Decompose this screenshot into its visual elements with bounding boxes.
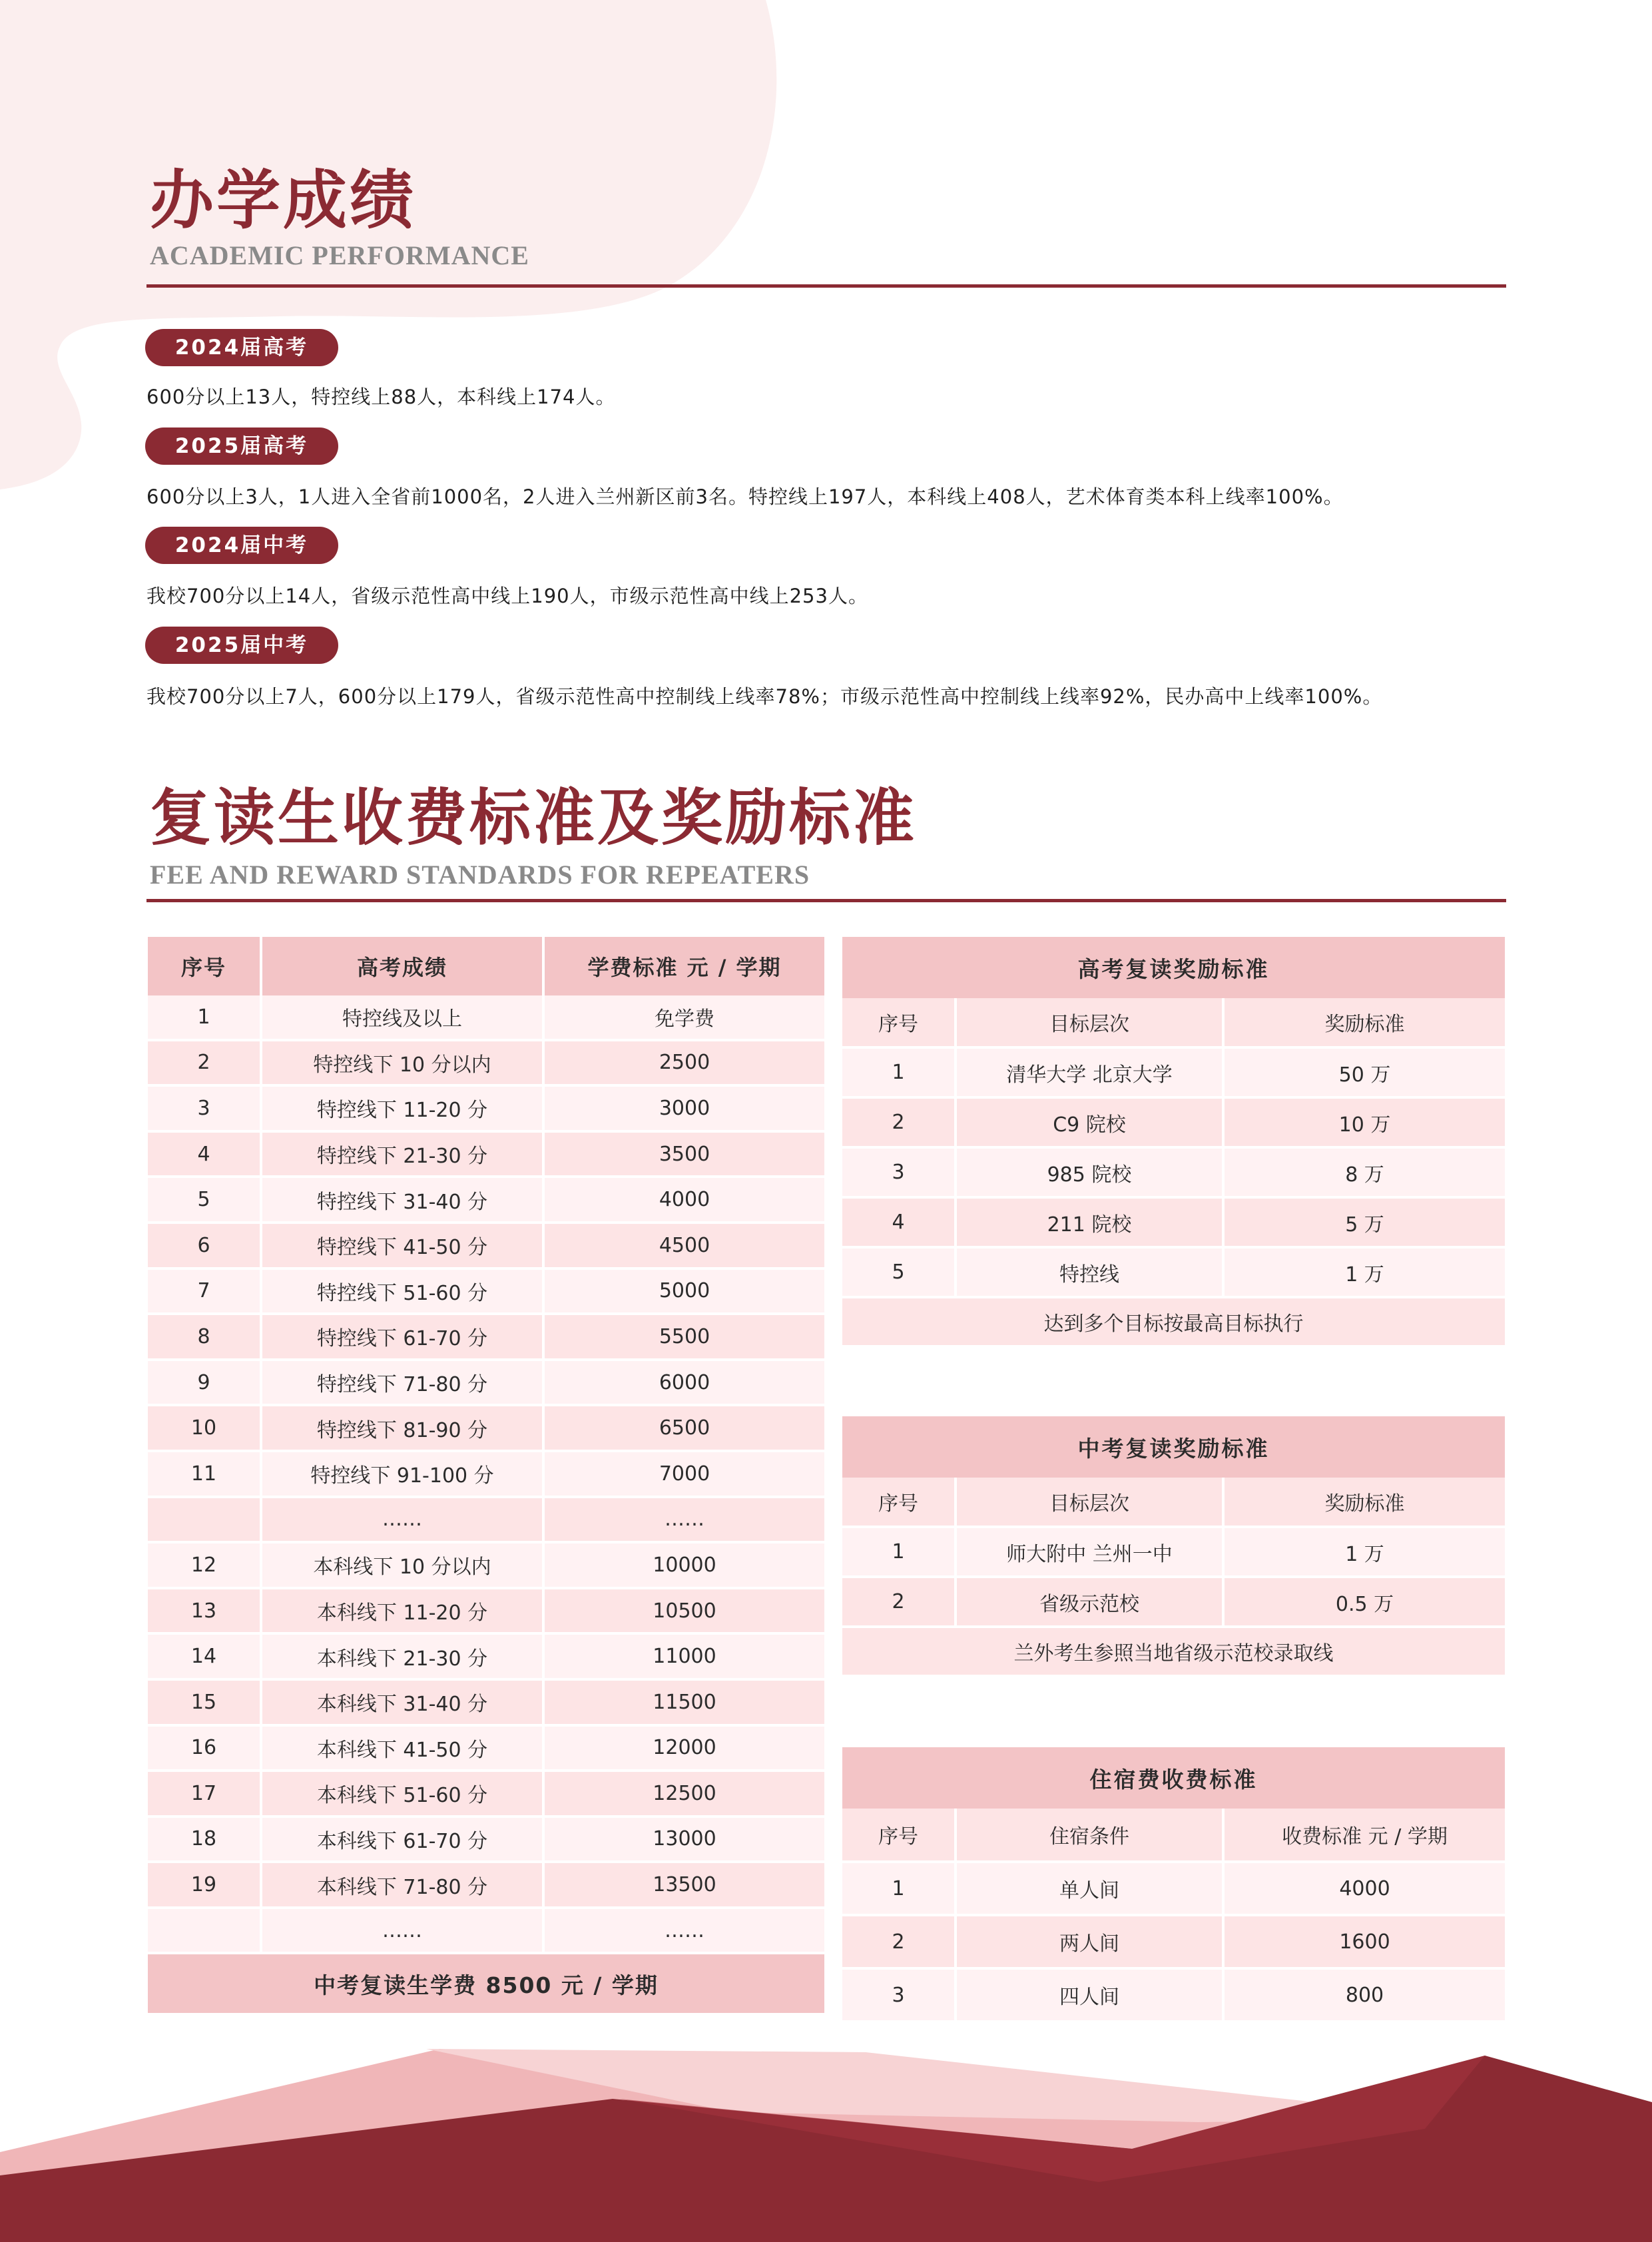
table-cell: 8 万 xyxy=(1225,1149,1505,1199)
result-2024-zhongkao: 我校700分以上14人，省级示范性高中线上190人，市级示范性高中线上253人。 xyxy=(146,585,868,607)
table-cell: 10000 xyxy=(545,1543,824,1589)
table-cell: 4 xyxy=(148,1133,262,1179)
tuition-footer: 中考复读生学费 8500 元 / 学期 xyxy=(148,1954,824,2013)
table-cell: 0.5 万 xyxy=(1225,1578,1505,1628)
table-row xyxy=(148,1863,824,1909)
table-cell: 800 xyxy=(1225,1970,1505,2023)
table-cell: 特控线下 11-20 分 xyxy=(262,1087,545,1133)
table-row xyxy=(148,1772,824,1818)
table-cell: 3 xyxy=(148,1087,262,1133)
subheader-cell: 收费标准 元 / 学期 xyxy=(1225,1809,1505,1863)
table-row xyxy=(148,1589,824,1635)
table-cell: 特控线下 51-60 分 xyxy=(262,1270,545,1316)
table-cell: 2 xyxy=(842,1578,957,1628)
table-cell: 19 xyxy=(148,1863,262,1909)
table-cell: 7000 xyxy=(545,1452,824,1498)
table-cell: 特控线下 31-40 分 xyxy=(262,1178,545,1224)
table-cell: 本科线下 41-50 分 xyxy=(262,1727,545,1773)
fees-title: 复读生收费标准及奖励标准 xyxy=(150,782,918,854)
table-cell: 4000 xyxy=(545,1178,824,1224)
subheader-cell: 序号 xyxy=(842,1478,957,1528)
table-cell: 7 xyxy=(148,1270,262,1316)
table-row xyxy=(148,1406,824,1452)
table-cell: 特控线下 81-90 分 xyxy=(262,1406,545,1452)
table-cell: 1 xyxy=(842,1049,957,1099)
tag-2024-zhongkao: 2024届中考 xyxy=(145,527,338,564)
table-cell: 3500 xyxy=(545,1133,824,1179)
table-cell: 10500 xyxy=(545,1589,824,1635)
table-row xyxy=(148,1543,824,1589)
table-row xyxy=(842,1099,1505,1149)
table-cell: 特控线下 21-30 分 xyxy=(262,1133,545,1179)
table-row xyxy=(842,1863,1505,1916)
table-cell: 1 xyxy=(842,1863,957,1916)
table-cell: 12 xyxy=(148,1543,262,1589)
table-cell: 2 xyxy=(842,1099,957,1149)
table-cell: 清华大学 北京大学 xyxy=(957,1049,1225,1099)
table-cell: 1 万 xyxy=(1225,1528,1505,1578)
table-cell: 14 xyxy=(148,1635,262,1681)
table-cell: 特控线及以上 xyxy=(262,995,545,1041)
table-cell: 8 xyxy=(148,1315,262,1361)
table-row xyxy=(148,1270,824,1316)
tuition-table xyxy=(148,937,824,2013)
table-cell: 本科线下 10 分以内 xyxy=(262,1543,545,1589)
table-cell: 1 xyxy=(842,1528,957,1578)
table-cell: 本科线下 61-70 分 xyxy=(262,1818,545,1864)
table-cell: 两人间 xyxy=(957,1916,1225,1970)
table-cell: 6500 xyxy=(545,1406,824,1452)
result-2025-zhongkao: 我校700分以上7人，600分以上179人，省级示范性高中控制线上线率78%；市级示范性高中控制线上线率92%，民办高中上线率100%。 xyxy=(146,685,1383,708)
table-cell: C9 院校 xyxy=(957,1099,1225,1149)
table-row xyxy=(842,1528,1505,1578)
table-cell: 17 xyxy=(148,1772,262,1818)
tuition-header-index: 序号 xyxy=(148,937,262,995)
tag-2025-zhongkao: 2025届中考 xyxy=(145,627,338,664)
table-cell xyxy=(148,1909,262,1955)
table-cell: 特控线下 71-80 分 xyxy=(262,1361,545,1407)
table-cell: 10 xyxy=(148,1406,262,1452)
table-cell: 13 xyxy=(148,1589,262,1635)
table-cell: 12000 xyxy=(545,1727,824,1773)
subheader-cell: 序号 xyxy=(842,1809,957,1863)
fees-subtitle: FEE AND REWARD STANDARDS FOR REPEATERS xyxy=(150,860,810,890)
table-cell: 11000 xyxy=(545,1635,824,1681)
table-cell: 2 xyxy=(148,1041,262,1087)
table-cell: 3000 xyxy=(545,1087,824,1133)
subheader-row xyxy=(842,998,1505,1049)
tag-2024-gaokao: 2024届高考 xyxy=(145,329,338,366)
table-row xyxy=(148,1727,824,1773)
table-cell: 省级示范校 xyxy=(957,1578,1225,1628)
table-cell: 本科线下 51-60 分 xyxy=(262,1772,545,1818)
table-row xyxy=(148,1909,824,1955)
tag-2025-gaokao: 2025届高考 xyxy=(145,427,338,465)
table-cell: 5 xyxy=(148,1178,262,1224)
table-cell: 13000 xyxy=(545,1818,824,1864)
subheader-cell: 目标层次 xyxy=(957,1478,1225,1528)
table-row xyxy=(148,1178,824,1224)
gaokao-reward-table xyxy=(842,937,1505,1345)
table-row xyxy=(842,1249,1505,1298)
table-cell: 本科线下 21-30 分 xyxy=(262,1635,545,1681)
table-cell: 211 院校 xyxy=(957,1199,1225,1249)
table-row xyxy=(148,995,824,1041)
table-cell: 15 xyxy=(148,1681,262,1727)
table-cell: 本科线下 71-80 分 xyxy=(262,1863,545,1909)
result-2025-gaokao: 600分以上3人，1人进入全省前1000名，2人进入兰州新区前3名。特控线上197人，本科线上408人，艺术体育类本科上线率100%。 xyxy=(146,485,1344,508)
table-cell: 四人间 xyxy=(957,1970,1225,2023)
table-row xyxy=(842,1970,1505,2023)
table-cell: 特控线下 10 分以内 xyxy=(262,1041,545,1087)
table-cell: 10 万 xyxy=(1225,1099,1505,1149)
tuition-header-row xyxy=(148,937,824,995)
table-cell: 本科线下 31-40 分 xyxy=(262,1681,545,1727)
subheader-row xyxy=(842,1478,1505,1528)
table-cell: 6000 xyxy=(545,1361,824,1407)
subheader-cell: 住宿条件 xyxy=(957,1809,1225,1863)
table-cell: …… xyxy=(545,1498,824,1544)
table-cell: 1600 xyxy=(1225,1916,1505,1970)
dorm-fee-table xyxy=(842,1747,1505,2023)
table-cell: 16 xyxy=(148,1727,262,1773)
table-cell: 本科线下 11-20 分 xyxy=(262,1589,545,1635)
subheader-cell: 目标层次 xyxy=(957,998,1225,1049)
table-cell: 2 xyxy=(842,1916,957,1970)
academic-divider xyxy=(146,284,1506,288)
zhongkao-reward-title: 中考复读奖励标准 xyxy=(842,1416,1505,1478)
tuition-header-score: 高考成绩 xyxy=(262,937,545,995)
subheader-cell: 奖励标准 xyxy=(1225,998,1505,1049)
fees-divider xyxy=(146,899,1506,902)
table-cell: 2500 xyxy=(545,1041,824,1087)
table-cell: …… xyxy=(262,1909,545,1955)
table-cell: 50 万 xyxy=(1225,1049,1505,1099)
subheader-row xyxy=(842,1809,1505,1863)
table-row xyxy=(842,1916,1505,1970)
table-cell: 4000 xyxy=(1225,1863,1505,1916)
academic-subtitle: ACADEMIC PERFORMANCE xyxy=(150,240,529,270)
table-cell: 11 xyxy=(148,1452,262,1498)
table-cell: 11500 xyxy=(545,1681,824,1727)
table-row xyxy=(148,1041,824,1087)
table-cell: 5 万 xyxy=(1225,1199,1505,1249)
table-cell: 5500 xyxy=(545,1315,824,1361)
dorm-fee-title: 住宿费收费标准 xyxy=(842,1747,1505,1809)
table-cell: 单人间 xyxy=(957,1863,1225,1916)
table-cell: 18 xyxy=(148,1818,262,1864)
table-row xyxy=(148,1087,824,1133)
table-cell: 特控线 xyxy=(957,1249,1225,1298)
table-cell: 免学费 xyxy=(545,995,824,1041)
table-row xyxy=(148,1452,824,1498)
table-row xyxy=(148,1315,824,1361)
subheader-cell: 序号 xyxy=(842,998,957,1049)
table-cell: 5 xyxy=(842,1249,957,1298)
table-cell: 特控线下 61-70 分 xyxy=(262,1315,545,1361)
subheader-cell: 奖励标准 xyxy=(1225,1478,1505,1528)
table-cell: 4 xyxy=(842,1199,957,1249)
table-cell: 特控线下 91-100 分 xyxy=(262,1452,545,1498)
table-row xyxy=(148,1361,824,1407)
table-cell: 特控线下 41-50 分 xyxy=(262,1224,545,1270)
table-cell: 985 院校 xyxy=(957,1149,1225,1199)
table-row xyxy=(842,1578,1505,1628)
table-cell: …… xyxy=(262,1498,545,1544)
table-row xyxy=(842,1199,1505,1249)
result-2024-gaokao: 600分以上13人，特控线上88人，本科线上174人。 xyxy=(146,386,616,408)
table-cell: 4500 xyxy=(545,1224,824,1270)
zhongkao-reward-note: 兰外考生参照当地省级示范校录取线 xyxy=(842,1628,1505,1675)
table-cell: 13500 xyxy=(545,1863,824,1909)
table-row xyxy=(148,1635,824,1681)
table-row xyxy=(148,1498,824,1544)
table-row xyxy=(148,1224,824,1270)
zhongkao-reward-table xyxy=(842,1416,1505,1675)
table-cell: 师大附中 兰州一中 xyxy=(957,1528,1225,1578)
table-cell: 3 xyxy=(842,1970,957,2023)
table-row xyxy=(148,1133,824,1179)
table-cell xyxy=(148,1498,262,1544)
tuition-header-fee: 学费标准 元 / 学期 xyxy=(545,937,824,995)
table-cell: 1 xyxy=(148,995,262,1041)
table-cell: 9 xyxy=(148,1361,262,1407)
gaokao-reward-note: 达到多个目标按最高目标执行 xyxy=(842,1298,1505,1345)
gaokao-reward-title: 高考复读奖励标准 xyxy=(842,937,1505,998)
table-cell: 5000 xyxy=(545,1270,824,1316)
table-cell: 3 xyxy=(842,1149,957,1199)
table-cell: 6 xyxy=(148,1224,262,1270)
table-cell: …… xyxy=(545,1909,824,1955)
table-cell: 12500 xyxy=(545,1772,824,1818)
table-row xyxy=(842,1049,1505,1099)
table-row xyxy=(842,1149,1505,1199)
table-row xyxy=(148,1681,824,1727)
academic-title: 办学成绩 xyxy=(150,162,416,238)
table-cell: 1 万 xyxy=(1225,1249,1505,1298)
table-row xyxy=(148,1818,824,1864)
